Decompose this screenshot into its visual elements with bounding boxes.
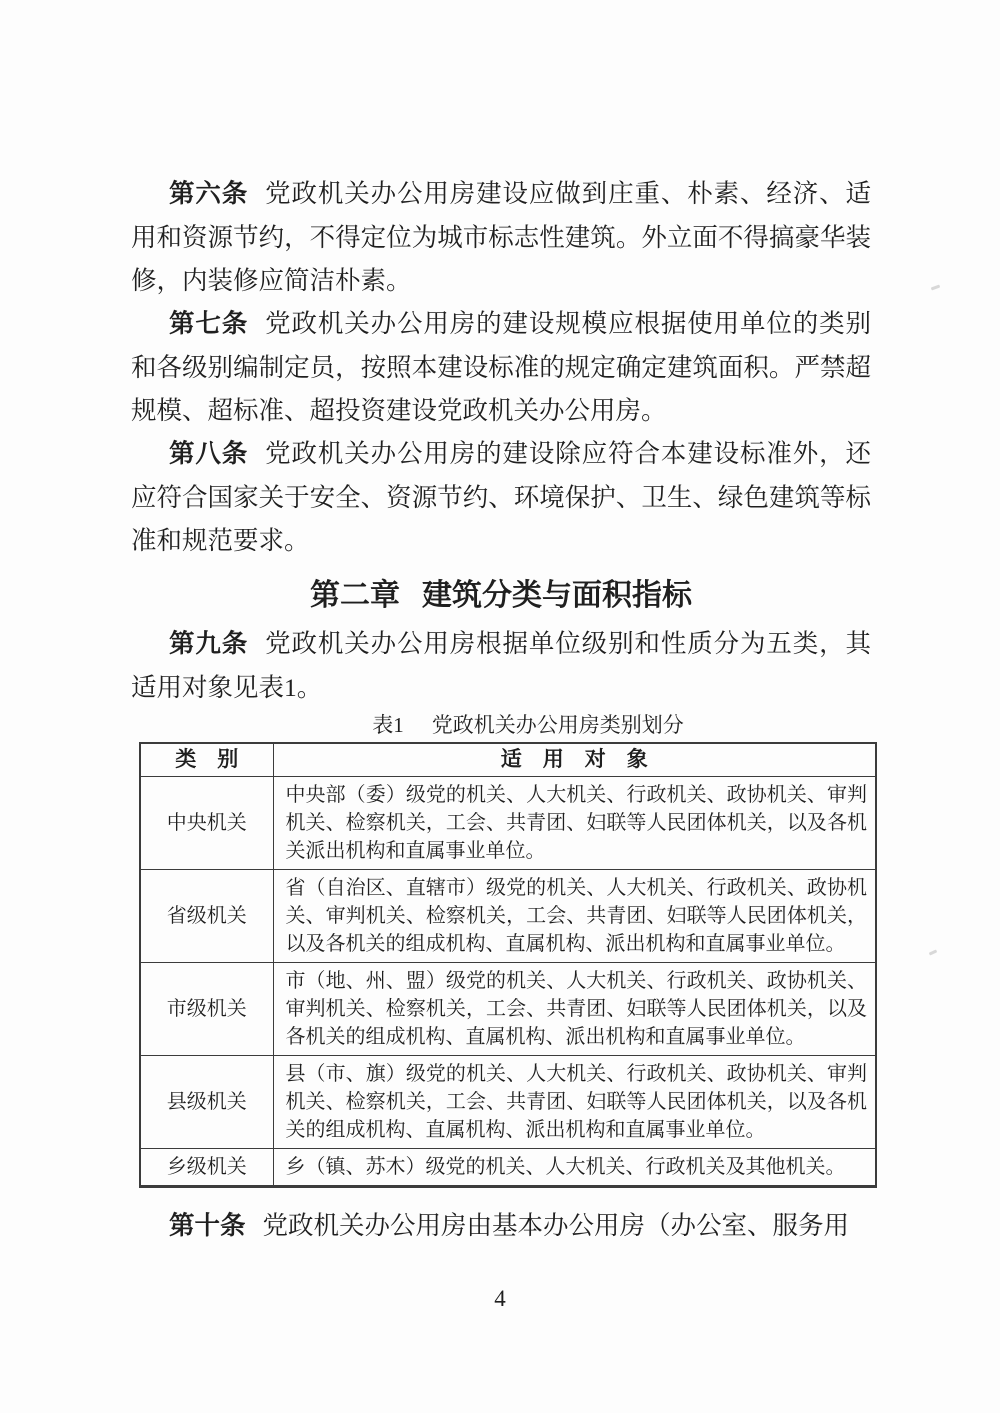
article-10-paragraph: [131, 1204, 871, 1248]
article-9-text: 党政机关办公用房根据单位级别和性质分为五类，其适用对象见表1。: [131, 629, 871, 702]
category-cell: 乡级机关: [140, 1149, 273, 1187]
header-category: 类 别: [140, 743, 273, 777]
chapter-2-heading: [131, 574, 871, 617]
category-cell: 中央机关: [140, 777, 273, 870]
scan-artifact: [931, 285, 940, 291]
article-6-text: 党政机关办公用房建设应做到庄重、朴素、经济、适用和资源节约，不得定位为城市标志性建筑。外立面不得搞豪华装修，内装修应简洁朴素。: [131, 179, 871, 295]
scope-cell: 乡（镇、苏木）级党的机关、人大机关、行政机关及其他机关。: [273, 1149, 876, 1187]
table-1-caption: [158, 709, 898, 742]
article-9-paragraph: [131, 622, 871, 709]
scan-artifact: [929, 949, 938, 955]
table-row-township: [140, 1149, 876, 1187]
table-1-caption-title: 党政机关办公用房类别划分: [431, 713, 684, 737]
scope-cell: 省（自治区、直辖市）级党的机关、人大机关、行政机关、政协机关、审判机关、检察机关，工会、共青团、妇联等人民团体机关，以及各机关的组成机构、直属机构、派出机构和直属事业单位。: [273, 870, 876, 963]
category-cell: 省级机关: [140, 870, 273, 963]
article-8-text: 党政机关办公用房的建设除应符合本建设标准外，还应符合国家关于安全、资源节约、环境保护、卫生、绿色建筑等标准和规范要求。: [131, 439, 871, 555]
office-category-table: [139, 742, 877, 1188]
table-1-caption-label: 表1: [372, 713, 404, 737]
table-row-county: [140, 1056, 876, 1149]
page-content: [131, 172, 871, 1248]
chapter-number: 第二章: [310, 579, 400, 612]
article-9-label: 第九条: [169, 630, 249, 658]
article-7-paragraph: [131, 302, 871, 432]
article-6-paragraph: [131, 172, 871, 302]
category-cell: 县级机关: [140, 1056, 273, 1149]
table-header-row: [140, 743, 876, 777]
article-10-text: 党政机关办公用房由基本办公用房（办公室、服务用: [262, 1211, 850, 1240]
table-row-central: [140, 777, 876, 870]
article-6-label: 第六条: [169, 180, 249, 208]
article-7-label: 第七条: [169, 310, 249, 338]
scope-cell: 市（地、州、盟）级党的机关、人大机关、行政机关、政协机关、审判机关、检察机关，工会、共青团、妇联等人民团体机关，以及各机关的组成机构、直属机构、派出机构和直属事业单位。: [273, 963, 876, 1056]
article-7-text: 党政机关办公用房的建设规模应根据使用单位的类别和各级别编制定员，按照本建设标准的规定确定建筑面积。严禁超规模、超标准、超投资建设党政机关办公用房。: [131, 309, 871, 425]
article-8-paragraph: [131, 432, 871, 562]
header-scope: 适 用 对 象: [273, 743, 876, 777]
category-cell: 市级机关: [140, 963, 273, 1056]
table-row-municipal: [140, 963, 876, 1056]
article-10-label: 第十条: [169, 1212, 246, 1240]
chapter-title: 建筑分类与面积指标: [422, 579, 692, 612]
scope-cell: 中央部（委）级党的机关、人大机关、行政机关、政协机关、审判机关、检察机关，工会、共青团、妇联等人民团体机关，以及各机关派出机构和直属事业单位。: [273, 777, 876, 870]
table-row-provincial: [140, 870, 876, 963]
page-number: 4: [494, 1286, 506, 1311]
scope-cell: 县（市、旗）级党的机关、人大机关、行政机关、政协机关、审判机关、检察机关，工会、共青团、妇联等人民团体机关，以及各机关的组成机构、直属机构、派出机构和直属事业单位。: [273, 1056, 876, 1149]
article-8-label: 第八条: [169, 440, 249, 468]
